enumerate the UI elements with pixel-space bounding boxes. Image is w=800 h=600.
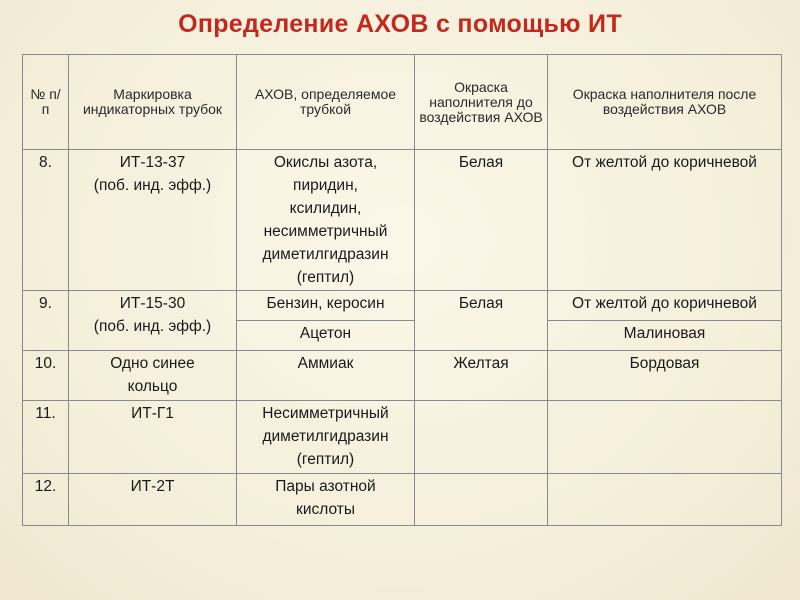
cell-ahov: Бензин, керосин bbox=[237, 291, 415, 321]
table-row bbox=[23, 150, 782, 291]
cell-ahov bbox=[237, 474, 415, 526]
marking-line: Одно синее bbox=[110, 355, 195, 372]
cell-num: 9. bbox=[23, 291, 69, 351]
ahov-line: Несимметричный bbox=[262, 405, 389, 422]
cell-num: 10. bbox=[23, 351, 69, 401]
cell-color-after: Бордовая bbox=[548, 351, 782, 401]
cell-marking bbox=[69, 291, 237, 351]
marking-note: (поб. инд. эфф.) bbox=[93, 177, 212, 194]
cell-ahov: Аммиак bbox=[237, 351, 415, 401]
cell-color-after: От желтой до коричневой bbox=[548, 150, 782, 291]
header-color-after: Окраска наполнителя после воздействия АХОВ bbox=[548, 55, 782, 150]
ahov-table bbox=[22, 54, 782, 526]
header-num: № п/п bbox=[23, 55, 69, 150]
ahov-line: несимметричный bbox=[263, 223, 388, 240]
table-header-row bbox=[23, 55, 782, 150]
cell-color-after: От желтой до коричневой bbox=[548, 291, 782, 321]
ahov-line: Пары азотной bbox=[275, 478, 376, 495]
cell-color-after bbox=[548, 474, 782, 526]
header-color-before: Окраска наполнителя до воздействия АХОВ bbox=[415, 55, 548, 150]
header-ahov: АХОВ, определяемое трубкой bbox=[237, 55, 415, 150]
header-marking: Маркировка индикаторных трубок bbox=[69, 55, 237, 150]
cell-color-after bbox=[548, 401, 782, 474]
ahov-line: диметилгидразин bbox=[262, 428, 389, 445]
ahov-line: (гептил) bbox=[296, 269, 355, 286]
cell-color-before: Белая bbox=[415, 150, 548, 291]
ahov-line: пиридин, bbox=[293, 177, 358, 194]
table-row bbox=[23, 401, 782, 474]
table-row bbox=[23, 474, 782, 526]
marking-note: (поб. инд. эфф.) bbox=[93, 318, 212, 335]
cell-ahov bbox=[237, 150, 415, 291]
marking-code: ИТ-13-37 bbox=[119, 154, 186, 171]
ahov-line: (гептил) bbox=[296, 451, 355, 468]
marking-code: ИТ-15-30 bbox=[119, 295, 186, 312]
cell-ahov bbox=[237, 401, 415, 474]
cell-color-before: Желтая bbox=[415, 351, 548, 401]
cell-color-before: Белая bbox=[415, 291, 548, 351]
table-row bbox=[23, 351, 782, 401]
cell-ahov: Ацетон bbox=[237, 321, 415, 351]
cell-num: 12. bbox=[23, 474, 69, 526]
cell-color-after: Малиновая bbox=[548, 321, 782, 351]
cell-num: 8. bbox=[23, 150, 69, 291]
ahov-line: Окислы азота, bbox=[273, 154, 378, 171]
cell-marking: ИТ-Г1 bbox=[69, 401, 237, 474]
cell-color-before bbox=[415, 474, 548, 526]
cell-marking bbox=[69, 351, 237, 401]
marking-line: кольцо bbox=[127, 378, 178, 395]
cell-marking: ИТ-2Т bbox=[69, 474, 237, 526]
slide-title: Определение АХОВ с помощью ИТ bbox=[178, 10, 622, 38]
cell-marking bbox=[69, 150, 237, 291]
table-row bbox=[23, 291, 782, 321]
ahov-line: диметилгидразин bbox=[262, 246, 389, 263]
cell-num: 11. bbox=[23, 401, 69, 474]
ahov-line: кислоты bbox=[296, 501, 355, 518]
ahov-line: ксилидин, bbox=[289, 200, 362, 217]
cell-color-before bbox=[415, 401, 548, 474]
